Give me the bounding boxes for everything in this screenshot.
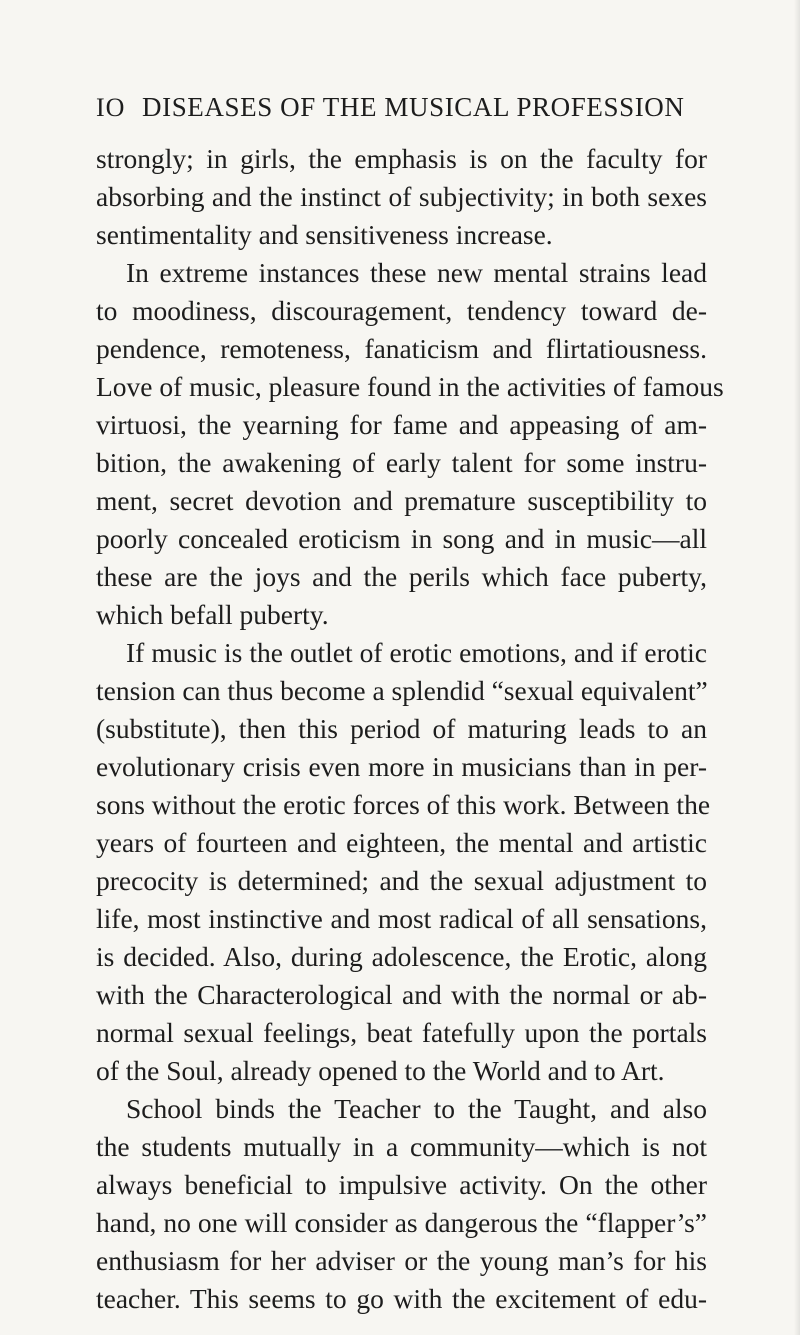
running-head — [96, 92, 716, 128]
text-line: of the Soul, already opened to the World and to Art. — [96, 1055, 665, 1086]
text-line: Love of music, pleasure found in the activities of famous — [96, 371, 724, 402]
text-line: these are the joys and the perils which face puberty, — [96, 561, 707, 592]
text-line: the students mutually in a community—which is not — [96, 1131, 707, 1162]
text-line: pendence, remoteness, fanaticism and flirtatiousness. — [96, 333, 707, 364]
page-edge-shadow — [794, 0, 800, 1335]
text-line: sons without the erotic forces of this work. Between the — [96, 789, 711, 820]
text-line: evolutionary crisis even more in musicians than in per- — [96, 751, 707, 782]
text-line: teacher. This seems to go with the excitement of edu- — [96, 1283, 707, 1314]
text-line: is decided. Also, during adolescence, the Erotic, along — [96, 941, 707, 972]
text-line: tension can thus become a splendid “sexual equivalent” — [96, 675, 708, 706]
page-number: IO — [96, 93, 126, 122]
text-line: sentimentality and sensitiveness increase. — [96, 219, 553, 250]
text-line: precocity is determined; and the sexual adjustment to — [96, 865, 707, 896]
running-head-title: DISEASES OF THE MUSICAL PROFESSION — [142, 92, 685, 122]
text-line: (substitute), then this period of maturing leads to an — [96, 713, 707, 744]
text-line: to moodiness, discouragement, tendency toward de- — [96, 295, 707, 326]
text-line: School binds the Teacher to the Taught, and also — [126, 1093, 707, 1124]
text-line: which befall puberty. — [96, 599, 329, 630]
text-line: hand, no one will consider as dangerous the “flapper’s” — [96, 1207, 707, 1238]
text-line: with the Characterological and with the normal or ab- — [96, 979, 707, 1010]
body-text — [96, 140, 724, 1318]
text-line: strongly; in girls, the emphasis is on the faculty for — [96, 143, 707, 174]
text-line: bition, the awakening of early talent for some instru- — [96, 447, 707, 478]
text-line: In extreme instances these new mental strains lead — [126, 257, 707, 288]
text-line: virtuosi, the yearning for fame and appeasing of am- — [96, 409, 707, 440]
text-line: If music is the outlet of erotic emotions, and if erotic — [126, 637, 707, 668]
text-line: poorly concealed eroticism in song and in music—all — [96, 523, 707, 554]
text-line: always beneficial to impulsive activity. On the other — [96, 1169, 707, 1200]
text-line: ment, secret devotion and premature susceptibility to — [96, 485, 707, 516]
text-line: normal sexual feelings, beat fatefully upon the portals — [96, 1017, 707, 1048]
text-line: life, most instinctive and most radical of all sensations, — [96, 903, 707, 934]
text-line: years of fourteen and eighteen, the mental and artistic — [96, 827, 707, 858]
text-line: absorbing and the instinct of subjectivity; in both sexes — [96, 181, 707, 212]
text-line: enthusiasm for her adviser or the young man’s for his — [96, 1245, 707, 1276]
